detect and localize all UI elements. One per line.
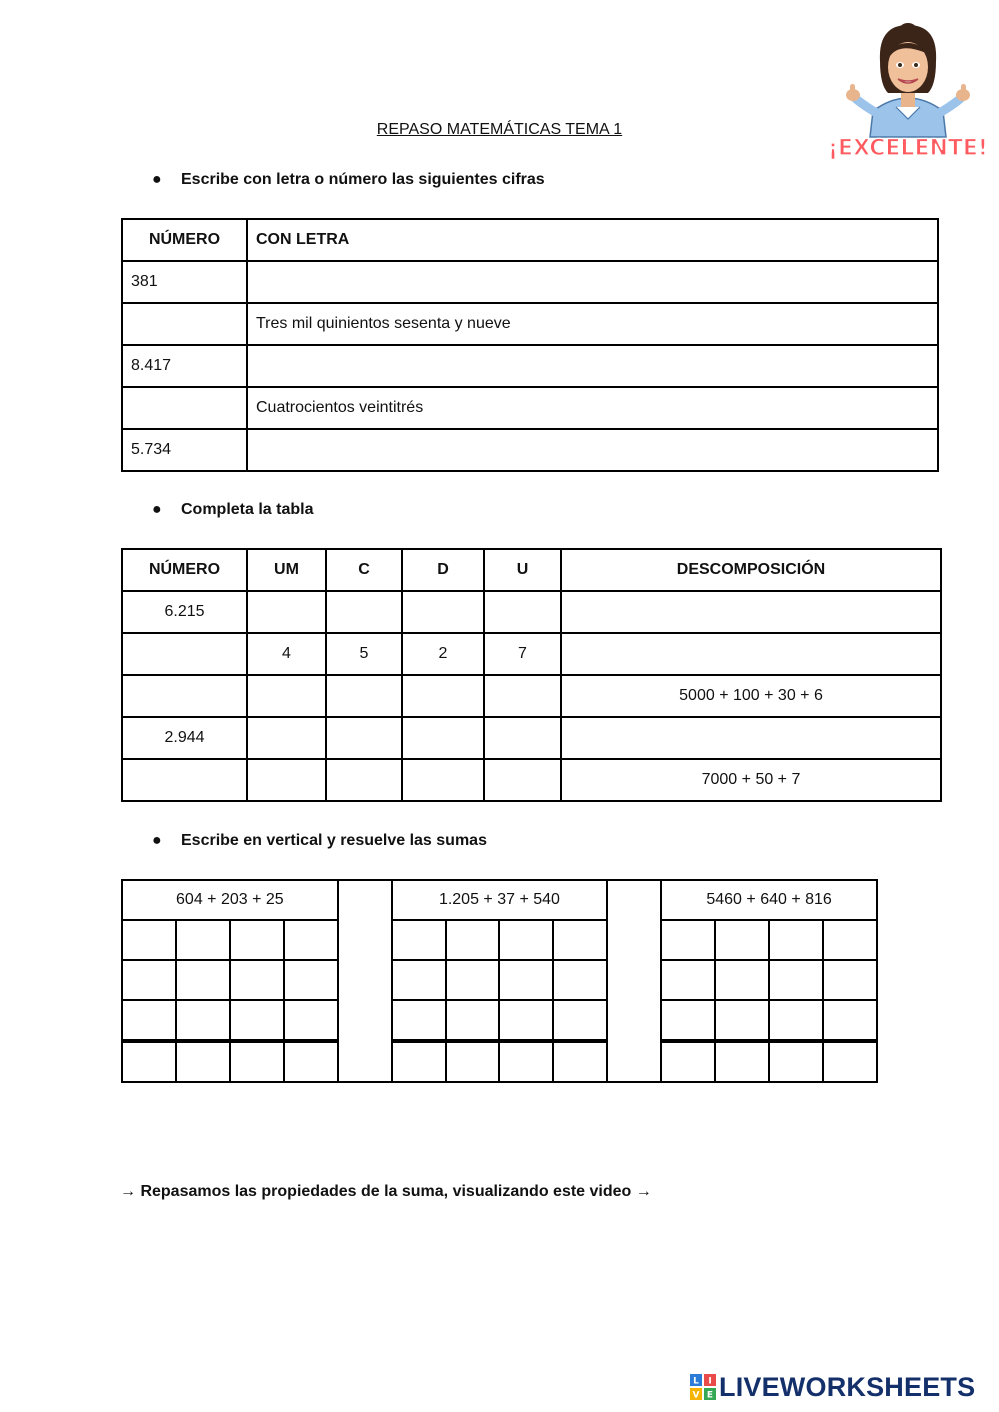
c-cell[interactable] [326, 591, 402, 633]
c-cell[interactable] [326, 717, 402, 759]
result-cell[interactable] [230, 1041, 284, 1082]
digit-cell[interactable] [284, 920, 338, 960]
header-c: C [326, 549, 402, 591]
result-cell[interactable] [284, 1041, 338, 1082]
digit-cell[interactable] [122, 920, 176, 960]
u-cell[interactable]: 7 [484, 633, 561, 675]
digit-cell[interactable] [823, 1000, 877, 1041]
table-row [122, 675, 941, 717]
digit-row [122, 960, 877, 1000]
digit-cell[interactable] [392, 1000, 446, 1041]
um-cell[interactable] [247, 759, 326, 801]
um-cell[interactable] [247, 717, 326, 759]
sum-label-3: 5460 + 640 + 816 [661, 880, 877, 920]
table-row [122, 759, 941, 801]
result-cell[interactable] [499, 1041, 553, 1082]
digit-cell[interactable] [284, 960, 338, 1000]
um-cell[interactable]: 4 [247, 633, 326, 675]
c-cell[interactable]: 5 [326, 633, 402, 675]
digit-cell[interactable] [661, 960, 715, 1000]
digit-cell[interactable] [176, 1000, 230, 1041]
d-cell[interactable] [402, 675, 484, 717]
spacer [607, 880, 661, 1082]
table-row [122, 633, 941, 675]
u-cell[interactable] [484, 717, 561, 759]
digit-cell[interactable] [661, 1000, 715, 1041]
instruction-2: ● Completa la tabla [152, 501, 314, 518]
sum-label-1: 604 + 203 + 25 [122, 880, 338, 920]
number-cell[interactable]: 381 [122, 261, 247, 303]
result-cell[interactable] [446, 1041, 500, 1082]
header-numero: NÚMERO [122, 219, 247, 261]
digit-cell[interactable] [122, 960, 176, 1000]
digit-cell[interactable] [176, 960, 230, 1000]
digit-cell[interactable] [715, 960, 769, 1000]
result-cell[interactable] [715, 1041, 769, 1082]
instruction-1: ● Escribe con letra o número las siguientes cifras [152, 171, 545, 188]
table-row [122, 717, 941, 759]
sum-label-2: 1.205 + 37 + 540 [392, 880, 608, 920]
digit-cell[interactable] [499, 1000, 553, 1041]
decomposition-cell[interactable] [561, 717, 941, 759]
number-cell[interactable]: 5.734 [122, 429, 247, 471]
digit-cell[interactable] [446, 920, 500, 960]
header-descomposicion: DESCOMPOSICIÓN [561, 549, 941, 591]
number-cell[interactable]: 8.417 [122, 345, 247, 387]
vertical-sums-grid [121, 879, 878, 1083]
digit-cell[interactable] [122, 1000, 176, 1041]
table-row [122, 345, 938, 387]
digit-cell[interactable] [176, 920, 230, 960]
digit-cell[interactable] [230, 920, 284, 960]
page-title: REPASO MATEMÁTICAS TEMA 1 [376, 121, 623, 138]
digit-row [122, 920, 877, 960]
digit-cell[interactable] [715, 920, 769, 960]
result-cell[interactable] [176, 1041, 230, 1082]
result-cell[interactable] [769, 1041, 823, 1082]
table-row [122, 429, 938, 471]
result-cell[interactable] [553, 1041, 607, 1082]
result-cell[interactable] [122, 1041, 176, 1082]
instruction-3: ● Escribe en vertical y resuelve las sumas [152, 832, 487, 849]
number-to-words-table [121, 218, 939, 472]
digit-cell[interactable] [823, 960, 877, 1000]
number-cell[interactable]: 2.944 [122, 717, 247, 759]
svg-text:I: I [708, 1376, 712, 1387]
digit-cell[interactable] [230, 1000, 284, 1041]
result-row [122, 1041, 877, 1082]
digit-cell[interactable] [823, 920, 877, 960]
sticker-text: ¡EXCELENTE! [828, 136, 988, 161]
svg-text:E: E [706, 1390, 714, 1400]
number-cell[interactable]: 6.215 [122, 591, 247, 633]
u-cell[interactable] [484, 759, 561, 801]
digit-cell[interactable] [499, 960, 553, 1000]
d-cell[interactable] [402, 717, 484, 759]
spacer [338, 880, 392, 1082]
digit-cell[interactable] [446, 1000, 500, 1041]
brand-name: LIVEWORKSHEETS [719, 1371, 976, 1402]
digit-row [122, 1000, 877, 1041]
digit-cell[interactable] [284, 1000, 338, 1041]
number-cell[interactable] [122, 387, 247, 429]
digit-cell[interactable] [661, 920, 715, 960]
digit-cell[interactable] [553, 920, 607, 960]
words-cell[interactable] [247, 345, 938, 387]
c-cell[interactable] [326, 675, 402, 717]
d-cell[interactable] [402, 759, 484, 801]
words-cell[interactable]: Cuatrocientos veintitrés [247, 387, 938, 429]
header-numero: NÚMERO [122, 549, 247, 591]
liveworksheets-brand [690, 1371, 975, 1403]
digit-cell[interactable] [392, 920, 446, 960]
result-cell[interactable] [392, 1041, 446, 1082]
liveworksheets-logo-icon [690, 1374, 716, 1400]
header-con-letra: CON LETRA [247, 219, 938, 261]
u-cell[interactable] [484, 675, 561, 717]
decomposition-cell[interactable]: 5000 + 100 + 30 + 6 [561, 675, 941, 717]
um-cell[interactable] [247, 591, 326, 633]
digit-cell[interactable] [230, 960, 284, 1000]
number-cell[interactable] [122, 675, 247, 717]
decomposition-cell[interactable] [561, 591, 941, 633]
words-cell[interactable] [247, 429, 938, 471]
digit-cell[interactable] [392, 960, 446, 1000]
digit-cell[interactable] [769, 1000, 823, 1041]
result-cell[interactable] [661, 1041, 715, 1082]
words-cell[interactable]: Tres mil quinientos sesenta y nueve [247, 303, 938, 345]
table-row [122, 387, 938, 429]
c-cell[interactable] [326, 759, 402, 801]
decomposition-cell[interactable] [561, 633, 941, 675]
number-cell[interactable] [122, 303, 247, 345]
digit-cell[interactable] [446, 960, 500, 1000]
video-prompt: → Repasamos las propiedades de la suma, visualizando este video → [120, 1183, 652, 1200]
um-cell[interactable] [247, 675, 326, 717]
digit-cell[interactable] [499, 920, 553, 960]
digit-cell[interactable] [769, 960, 823, 1000]
svg-text:L: L [693, 1376, 699, 1387]
digit-cell[interactable] [553, 960, 607, 1000]
table-row [122, 261, 938, 303]
place-value-table [121, 548, 942, 802]
table-row [122, 303, 938, 345]
table-row [122, 591, 941, 633]
header-um: UM [247, 549, 326, 591]
decomposition-cell[interactable]: 7000 + 50 + 7 [561, 759, 941, 801]
digit-cell[interactable] [715, 1000, 769, 1041]
digit-cell[interactable] [769, 920, 823, 960]
header-d: D [402, 549, 484, 591]
svg-text:V: V [692, 1390, 700, 1400]
result-cell[interactable] [823, 1041, 877, 1082]
digit-cell[interactable] [553, 1000, 607, 1041]
number-cell[interactable] [122, 759, 247, 801]
number-cell[interactable] [122, 633, 247, 675]
words-cell[interactable] [247, 261, 938, 303]
header-u: U [484, 549, 561, 591]
excellent-avatar-sticker [828, 15, 988, 163]
d-cell[interactable]: 2 [402, 633, 484, 675]
d-cell[interactable] [402, 591, 484, 633]
u-cell[interactable] [484, 591, 561, 633]
